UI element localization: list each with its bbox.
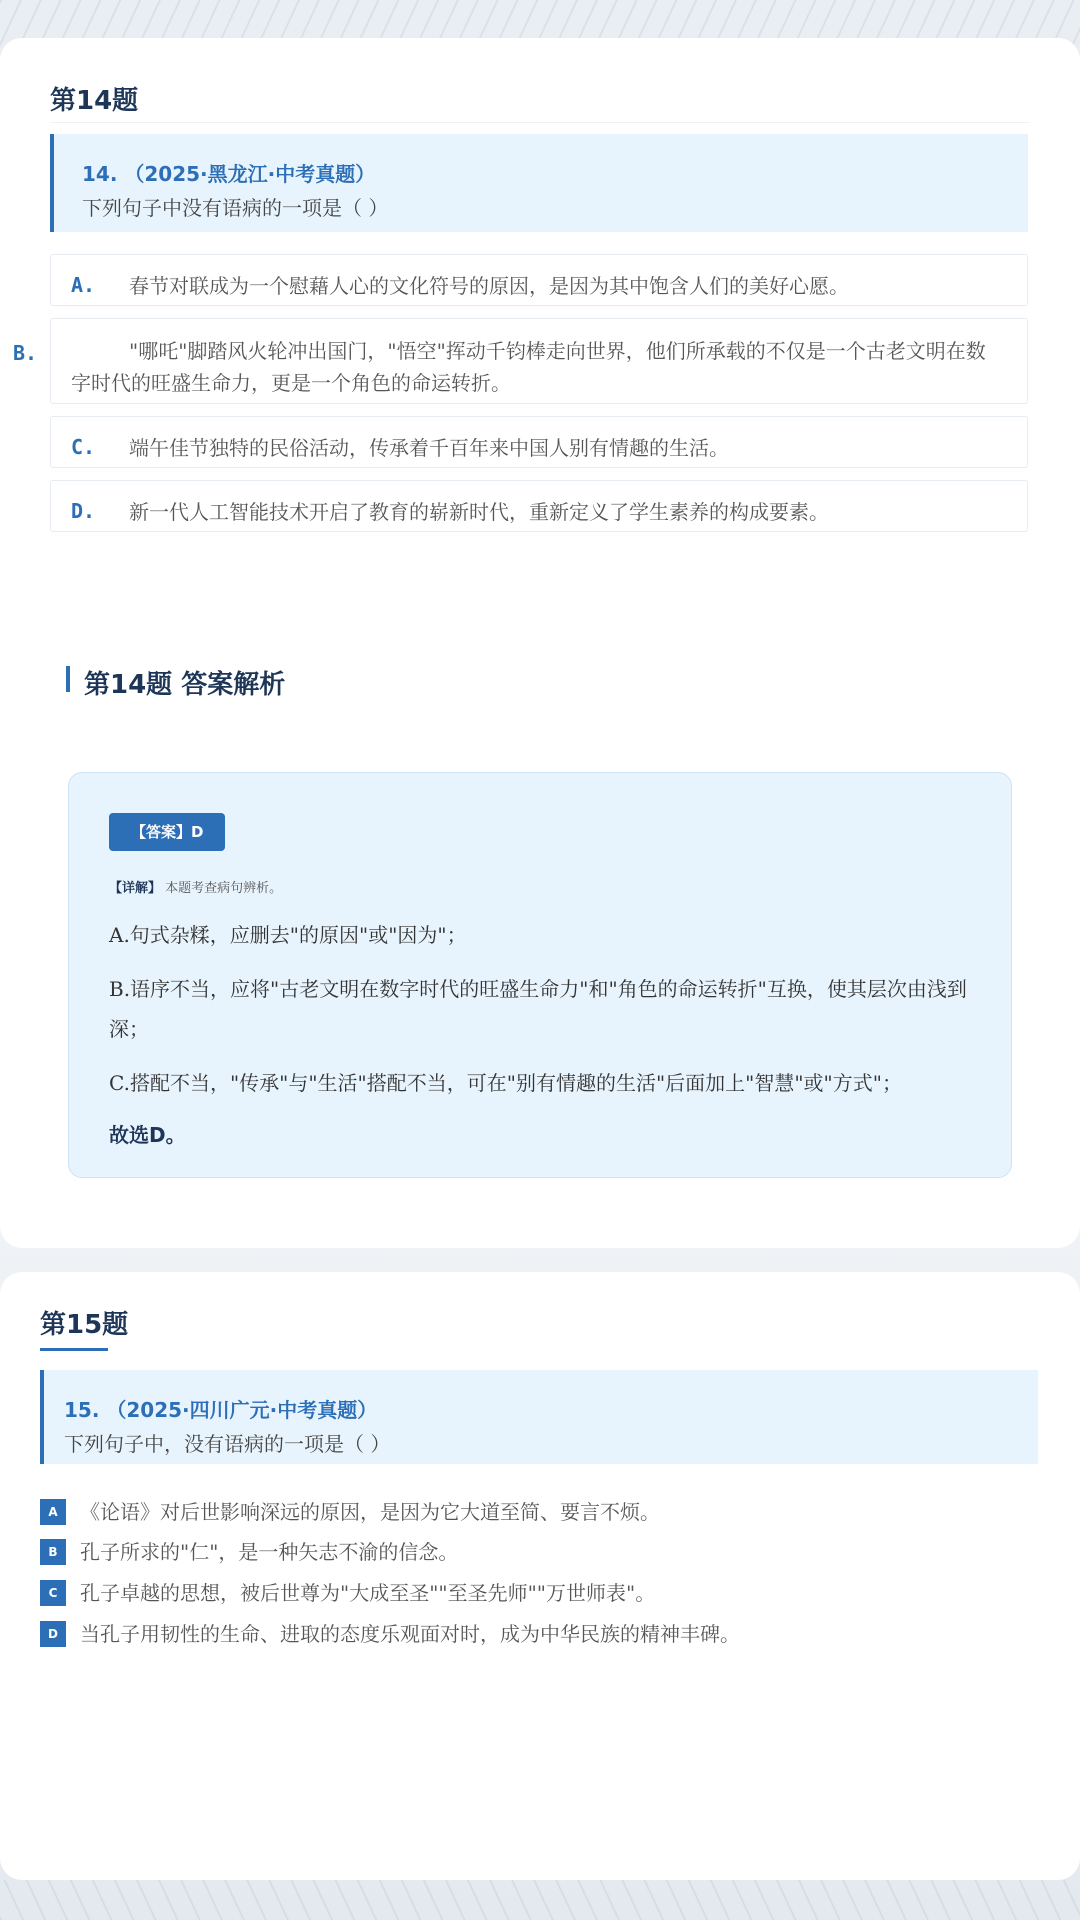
- option-letter-badge: C: [40, 1580, 66, 1606]
- analysis-panel: [68, 772, 1012, 1178]
- analysis-title: 第14题 答案解析: [84, 670, 286, 700]
- option-text: 孔子卓越的思想，被后世尊为"大成至圣""至圣先师""万世师表"。: [80, 1581, 656, 1605]
- option-letter-badge: B: [40, 1539, 66, 1565]
- question-15-header: [40, 1370, 1038, 1464]
- detail-line: [109, 877, 282, 896]
- option-text: 春节对联成为一个慰藉人心的文化符号的原因，是因为其中饱含人们的美好心愿。: [129, 274, 849, 298]
- question-15-card: [0, 1272, 1080, 1880]
- analysis-item-c: C.搭配不当，"传承"与"生活"搭配不当，可在"别有情趣的生活"后面加上"智慧"或"方式"；: [109, 1071, 902, 1095]
- question-15-stem: 下列句子中，没有语病的一项是（ ）: [64, 1432, 391, 1456]
- question-14-title: 第14题: [50, 86, 139, 116]
- option-b-body: [13, 335, 997, 399]
- option-text: 《论语》对后世影响深远的原因，是因为它大道至简、要言不烦。: [80, 1500, 660, 1524]
- option-text: 端午佳节独特的民俗活动，传承着千百年来中国人别有情趣的生活。: [129, 436, 729, 460]
- title-underline: [40, 1348, 108, 1351]
- answer-badge: 【答案】D: [109, 813, 225, 851]
- detail-text: 本题考查病句辨析。: [165, 881, 283, 896]
- option-letter: D.: [71, 499, 96, 523]
- option-text: 当孔子用韧性的生命、进取的态度乐观面对时，成为中华民族的精神丰碑。: [80, 1622, 740, 1646]
- background-decoration-bottom: [0, 1880, 1080, 1920]
- option-text: "哪吒"脚踏风火轮冲出国门，"悟空"挥动千钧棒走向世界，他们所承载的不仅是一个古老文明在数字时代的旺盛生命力，更是一个角色的命运转折。: [71, 339, 986, 395]
- detail-label: 【详解】: [109, 881, 162, 896]
- question-14-header: [50, 134, 1028, 232]
- analysis-item-b: B.语序不当，应将"古老文明在数字时代的旺盛生命力"和"角色的命运转折"互换，使其层次由浅到深；: [109, 977, 967, 1041]
- heading-accent-bar: [66, 666, 70, 692]
- option-letter: B.: [13, 341, 38, 365]
- option-text: 孔子所求的"仁"，是一种矢志不渝的信念。: [80, 1540, 459, 1564]
- question-15-source: 15. （2025·四川广元·中考真题）: [64, 1398, 378, 1422]
- question-15-title: 第15题: [40, 1310, 129, 1340]
- analysis-conclusion: 故选D。: [109, 1123, 186, 1147]
- option-d[interactable]: [50, 480, 1028, 532]
- option-b[interactable]: [13, 318, 1028, 404]
- title-divider: [50, 122, 1030, 123]
- option-letter-badge: A: [40, 1499, 66, 1525]
- option-text: 新一代人工智能技术开启了教育的崭新时代，重新定义了学生素养的构成要素。: [129, 500, 829, 524]
- option-letter: C.: [71, 435, 96, 459]
- question-14-source: 14. （2025·黑龙江·中考真题）: [82, 162, 376, 186]
- option-letter: A.: [71, 273, 96, 297]
- question-14-stem: 下列句子中没有语病的一项是（ ）: [82, 196, 389, 220]
- option-a[interactable]: [50, 254, 1028, 306]
- question-14-card: [0, 38, 1080, 1248]
- option-c[interactable]: [50, 416, 1028, 468]
- analysis-item-a: A.句式杂糅，应删去"的原因"或"因为"；: [109, 923, 467, 947]
- option-letter-badge: D: [40, 1621, 66, 1647]
